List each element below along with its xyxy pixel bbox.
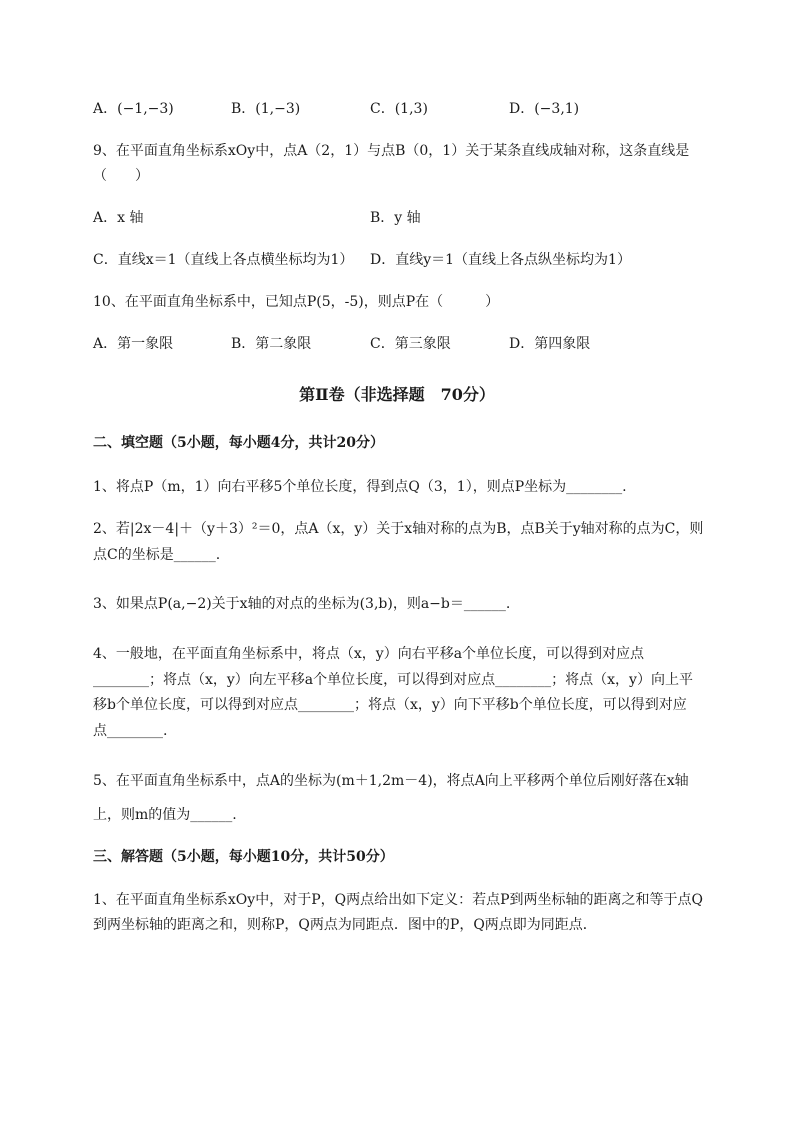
q8-option-c: C．(1,3) [370, 101, 428, 117]
answer-q1-line2: 到两坐标轴的距离之和，则称P，Q两点为同距点．图中的P，Q两点即为同距点． [93, 917, 597, 933]
fill-q4-line3: 移b个单位长度，可以得到对应点________；将点（x，y）向下平移b个单位长度，可以得到对应 [93, 697, 687, 713]
part2-title: 第Ⅱ卷（非选择题 70分） [299, 385, 495, 404]
q9-stem-line2: （ ） [93, 168, 149, 184]
fill-q4-line1: 4、一般地，在平面直角坐标系中，将点（x，y）向右平移a个单位长度，可以得到对应点 [93, 646, 645, 662]
q10-stem: 10、在平面直角坐标系中，已知点P(5，-5)，则点P在（ ） [93, 294, 500, 310]
q8-option-b: B．(1,−3) [231, 101, 301, 117]
q9-option-a: A．x 轴 [93, 210, 144, 226]
q8-option-a: A．(−1,−3) [93, 101, 174, 117]
fill-q2-line2: 点C的坐标是______. [93, 547, 221, 563]
q9-stem-line1: 9、在平面直角坐标系xOy中，点A（2，1）与点B（0，1）关于某条直线成轴对称，这条直线是 [93, 143, 690, 159]
q9-option-c: C．直线x＝1（直线上各点横坐标均为1） [93, 252, 354, 268]
q10-option-b: B．第二象限 [231, 336, 312, 352]
fill-q5-line1: 5、在平面直角坐标系中，点A的坐标为(m＋1,2m－4)，将点A向上平移两个单位后刚好落在x轴 [93, 773, 689, 789]
q10-option-c: C．第三象限 [370, 336, 451, 352]
section2-heading: 二、填空题（5小题，每小题4分，共计20分） [93, 435, 384, 451]
fill-q2-line1: 2、若|2x－4|＋（y＋3）²＝0，点A（x，y）关于x轴对称的点为B，点B关于y轴对称的点为C，则 [93, 521, 704, 537]
fill-q4-line4: 点________. [93, 723, 168, 739]
fill-q1: 1、将点P（m，1）向右平移5个单位长度，得到点Q（3，1），则点P坐标为________. [93, 479, 627, 495]
fill-q4-line2: ________；将点（x，y）向左平移a个单位长度，可以得到对应点________；将点（x，y）向上平 [93, 672, 693, 688]
answer-q1-line1: 1、在平面直角坐标系xOy中，对于P，Q两点给出如下定义：若点P到两坐标轴的距离之和等于点Q [93, 892, 703, 908]
fill-q3: 3、如果点P(a,−2)关于x轴的对点的坐标为(3,b)，则a−b＝______. [93, 596, 511, 612]
fill-q5-line2: 上，则m的值为______. [93, 807, 237, 823]
section3-heading: 三、解答题（5小题，每小题10分，共计50分） [93, 849, 394, 865]
q10-option-a: A．第一象限 [93, 336, 174, 352]
q9-option-d: D．直线y＝1（直线上各点纵坐标均为1） [370, 252, 631, 268]
q8-option-d: D．(−3,1) [509, 101, 580, 117]
q9-option-b: B．y 轴 [370, 210, 421, 226]
q10-option-d: D．第四象限 [509, 336, 591, 352]
